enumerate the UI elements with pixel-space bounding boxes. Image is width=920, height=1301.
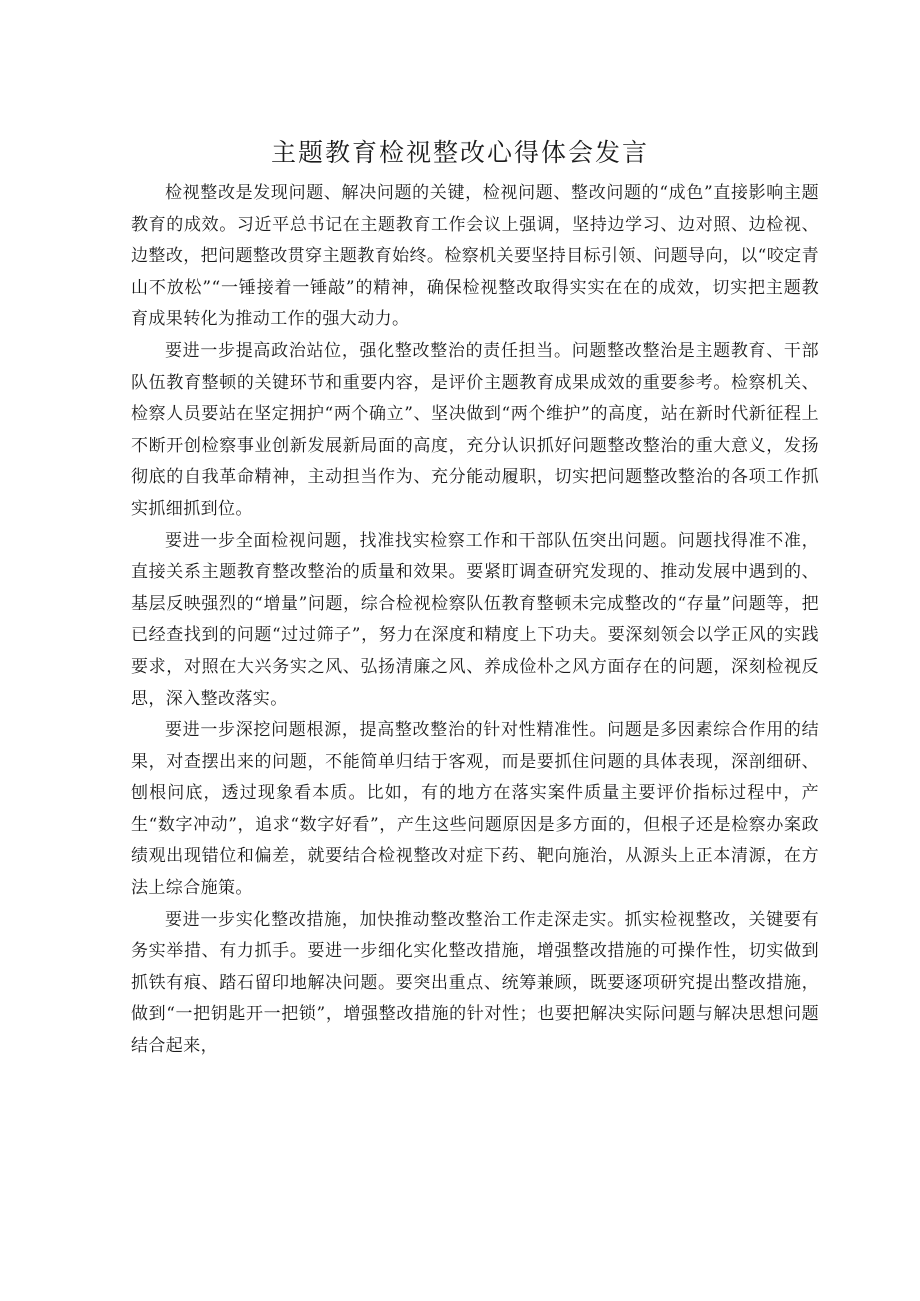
document-title: 主题教育检视整改心得体会发言 bbox=[270, 137, 649, 167]
paragraph-1: 检视整改是发现问题、解决问题的关键，检视问题、整改问题的“成色”直接影响主题教育的成效。习近平总书记在主题教育工作会议上强调，坚持边学习、边对照、边检视、边整改，把问题整改贯穿主题教育始终。检察机关要坚持目标引领、问题导向，以“咬定青山不放松”“一锤接着一锤敲”的精神，确保检视整改取得实实在在的成效，切实把主题教育成果转化为推动工作的强大动力。 bbox=[131, 183, 819, 330]
paragraph-2: 要进一步提高政治站位，强化整改整治的责任担当。问题整改整治是主题教育、干部队伍教育整顿的关键环节和重要内容，是评价主题教育成果成效的重要参考。检察机关、检察人员要站在坚定拥护“两个确立”、坚决做到“两个维护”的高度，站在新时代新征程上不断开创检察事业创新发展新局面的高度，充分认识抓好问题整改整治的重大意义，发扬彻底的自我革命精神，主动担当作为、充分能动履职，切实把问题整改整治的各项工作抓实抓细抓到位。 bbox=[131, 340, 819, 519]
paragraph-3: 要进一步全面检视问题，找准找实检察工作和干部队伍突出问题。问题找得准不准，直接关系主题教育整改整治的质量和效果。要紧盯调查研究发现的、推动发展中遇到的、基层反映强烈的“增量”问题，综合检视检察队伍教育整顿未完成整改的“存量”问题等，把已经查找到的问题“过过筛子”，努力在深度和精度上下功夫。要深刻领会以学正风的实践要求，对照在大兴务实之风、弘扬清廉之风、养成俭朴之风方面存在的问题，深刻检视反思，深入整改落实。 bbox=[131, 530, 819, 709]
paragraph-5: 要进一步实化整改措施，加快推动整改整治工作走深走实。抓实检视整改，关键要有务实举措、有力抓手。要进一步细化实化整改措施，增强整改措施的可操作性，切实做到抓铁有痕、踏石留印地解决问题。要突出重点、统筹兼顾，既要逐项研究提出整改措施，做到“一把钥匙开一把锁”，增强整改措施的针对性；也要把解决实际问题与解决思想问题结合起来， bbox=[131, 909, 819, 1057]
document-body bbox=[131, 178, 819, 1063]
paragraph-4: 要进一步深挖问题根源，提高整改整治的针对性精准性。问题是多因素综合作用的结果，对查摆出来的问题，不能简单归结于客观，而是要抓住问题的具体表现，深剖细研、刨根问底，透过现象看本质。比如，有的地方在落实案件质量主要评价指标过程中，产生“数字冲动”，追求“数字好看”，产生这些问题原因是多方面的，但根子还是检察办案政绩观出现错位和偏差，就要结合检视整改对症下药、靶向施治，从源头上正本清源，在方法上综合施策。 bbox=[131, 720, 819, 899]
